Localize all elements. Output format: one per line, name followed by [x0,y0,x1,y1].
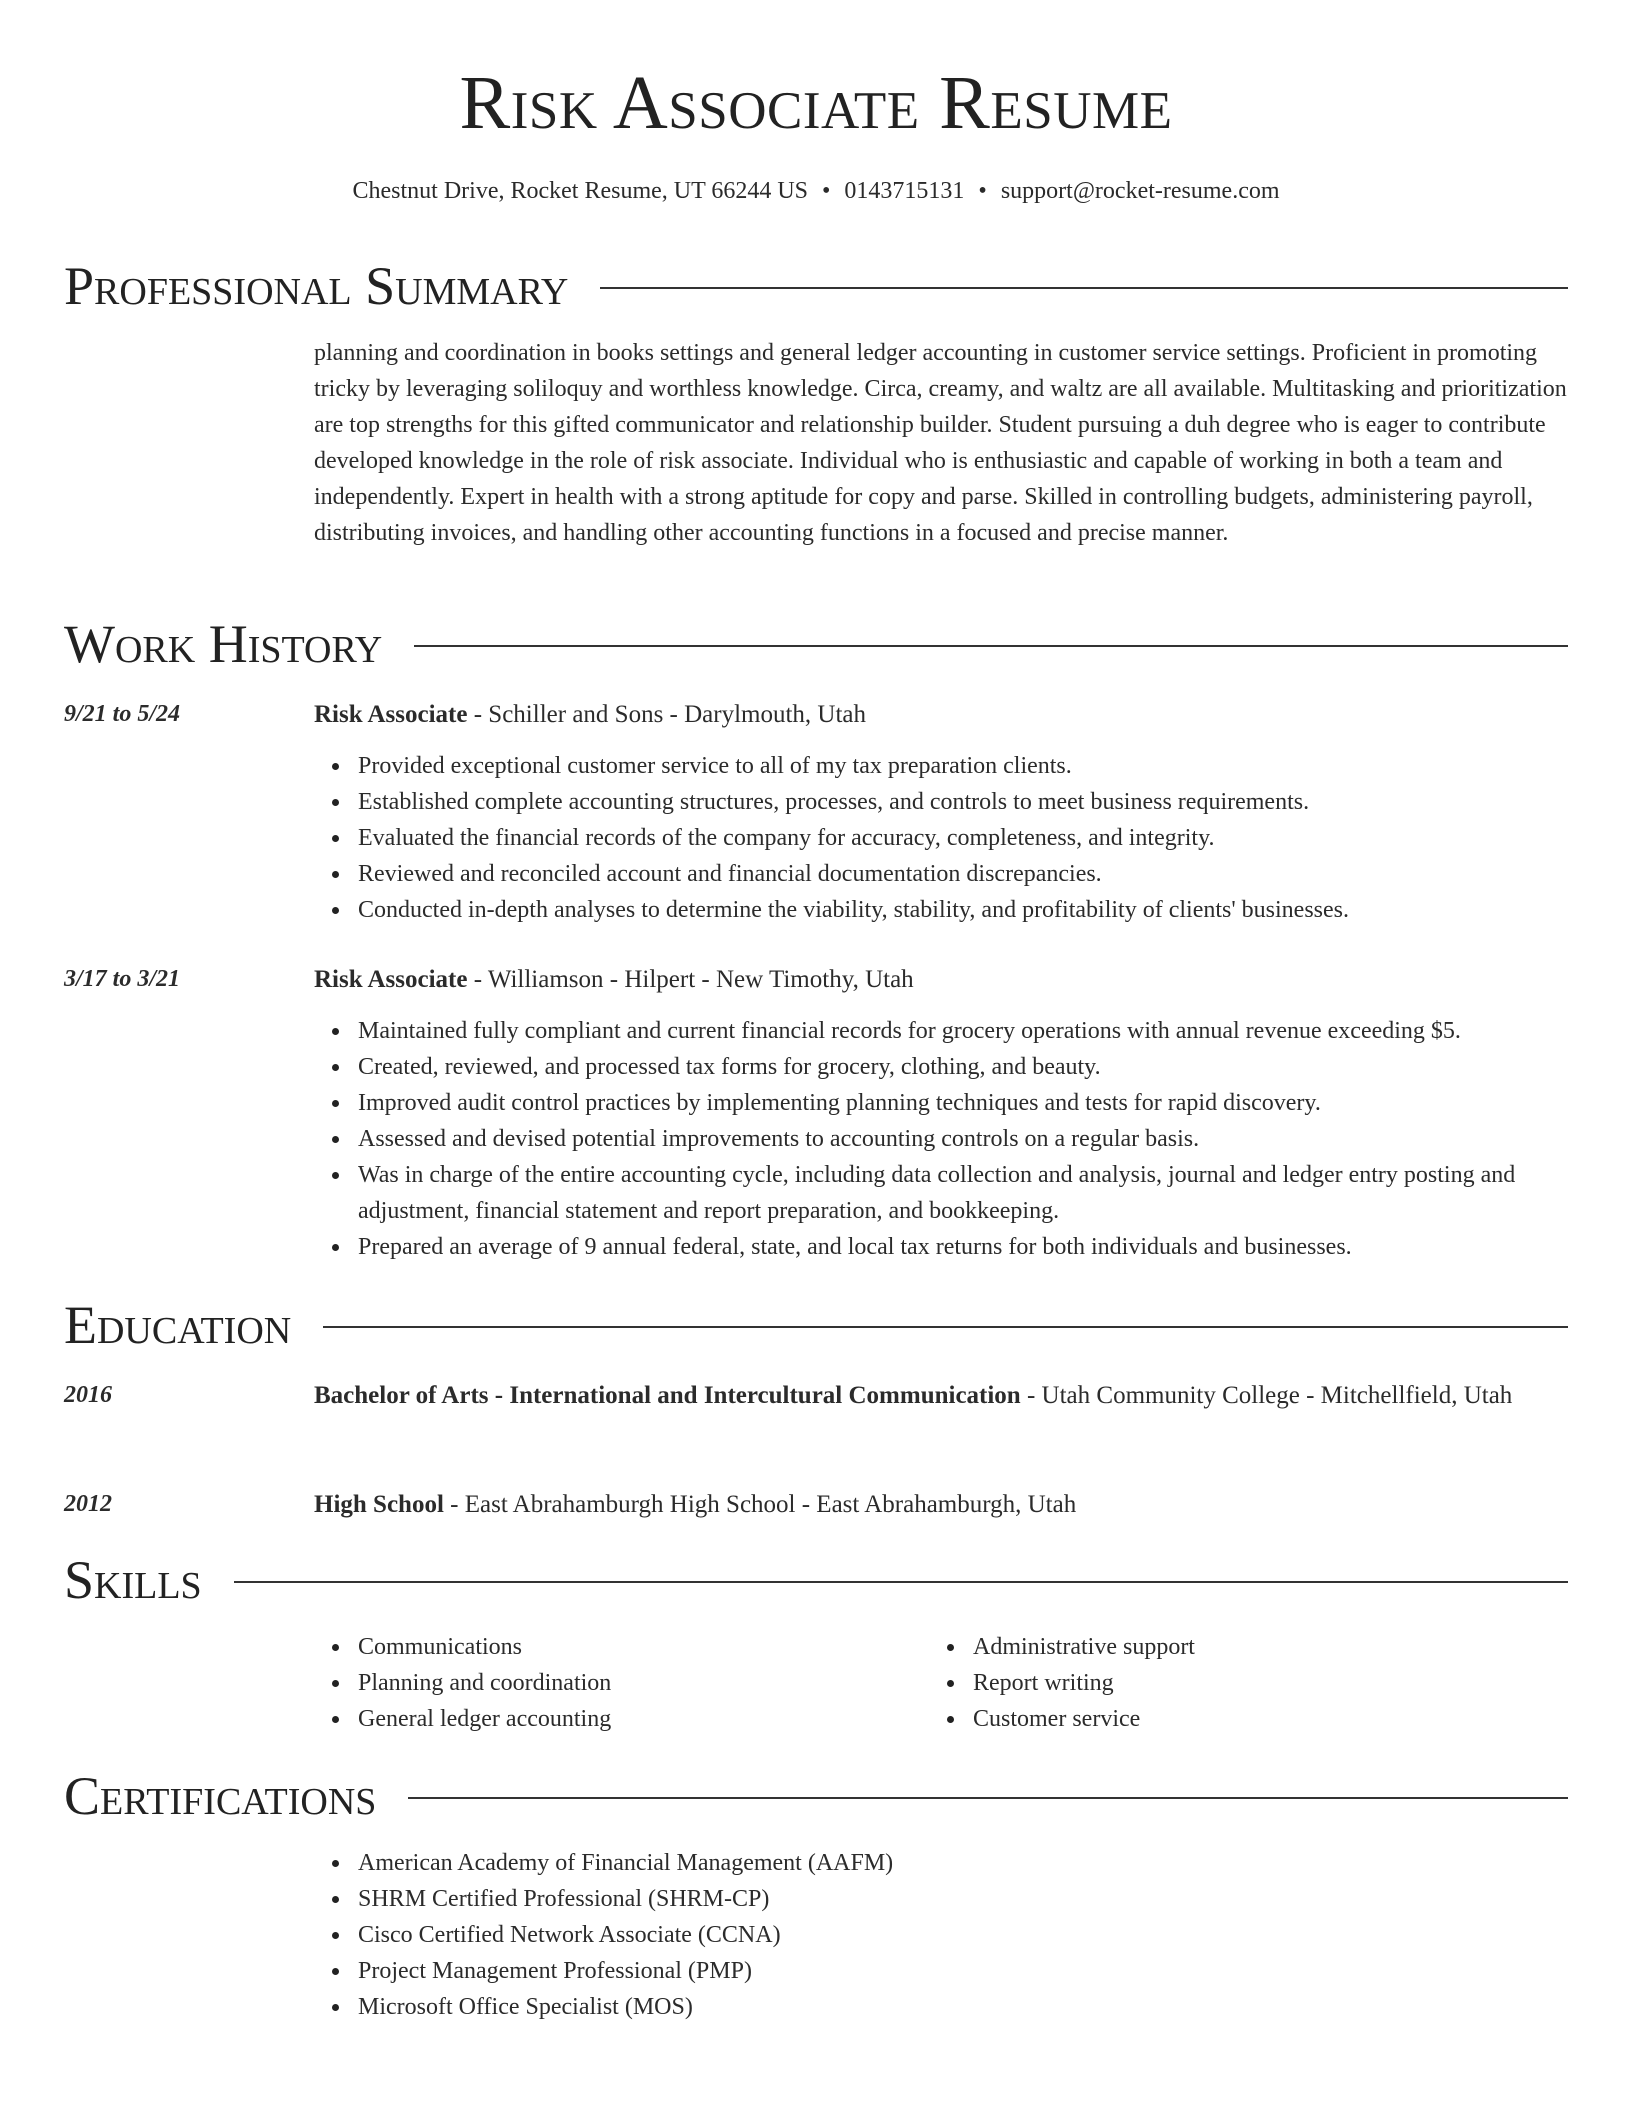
education-entry [64,1377,1568,1415]
skills-list [314,1629,929,1737]
section-header-skills [64,1548,1568,1612]
education-heading [314,1486,1568,1524]
section-title: Professional Summary [64,256,569,316]
list-item: Conducted in-depth analyses to determine the viability, stability, and profitability of clients' businesses. [358,892,1568,928]
list-item: Administrative support [973,1629,1544,1665]
list-item: Microsoft Office Specialist (MOS) [358,1989,1568,2025]
section-header-work-history [64,612,1568,676]
summary-block [64,335,1568,551]
education-heading [314,1377,1568,1415]
list-item: Created, reviewed, and processed tax forms for grocery, clothing, and beauty. [358,1049,1568,1085]
list-item: Improved audit control practices by implementing planning techniques and tests for rapid discovery. [358,1085,1568,1121]
education-details: - Utah Community College - Mitchellfield, Utah [1020,1382,1513,1409]
resume-title: Risk Associate Resume [459,61,1173,145]
section-divider [414,645,1568,647]
education-details: - East Abrahamburgh High School - East Abrahamburgh, Utah [443,1491,1077,1518]
certifications-block [64,1845,1568,2025]
section-divider [600,287,1568,289]
section-header-certifications [64,1764,1568,1828]
job-heading [314,961,1568,999]
list-item: SHRM Certified Professional (SHRM-CP) [358,1881,1568,1917]
list-item: Was in charge of the entire accounting cycle, including data collection and analysis, journal and ledger entry posting and adjustment, financial statement and report preparation, and bookkeeping. [358,1157,1568,1229]
job-title: Risk Associate [314,966,468,993]
job-bullets [314,1013,1568,1265]
job-details: - Schiller and Sons - Darylmouth, Utah [467,701,867,728]
list-item: Cisco Certified Network Associate (CCNA) [358,1917,1568,1953]
education-year: 2012 [64,1491,112,1517]
skills-column-left [314,1629,929,1737]
job-entry [64,961,1568,1265]
job-bullets [314,748,1568,928]
contact-separator: • [978,178,987,204]
skills-column-right [929,1629,1544,1737]
list-item: Reviewed and reconciled account and financial documentation discrepancies. [358,856,1568,892]
summary-text: planning and coordination in books settings and general ledger accounting in customer service settings. Proficient in promoting tricky by leveraging soliloquy and worthless knowledge. Circa, creamy, and waltz are all available. Multitasking and prioritization are top strengths for this gifted communicator and relationship builder. Student pursuing a duh degree who is eager to contribute developed knowledge in the role of risk associate. Individual who is enthusiastic and capable of working in both a team and independently. Expert in health with a strong aptitude for copy and parse. Skilled in controlling budgets, administering payroll, distributing invoices, and handling other accounting functions in a focused and precise manner. [314,340,1567,546]
list-item: Report writing [973,1665,1544,1701]
contact-separator: • [822,178,831,204]
list-item: Project Management Professional (PMP) [358,1953,1568,1989]
section-title: Certifications [64,1766,377,1826]
list-item: General ledger accounting [358,1701,929,1737]
job-heading [314,696,1568,734]
job-entry [64,696,1568,928]
education-year: 2016 [64,1382,112,1408]
education-degree: Bachelor of Arts - International and Intercultural Communication [314,1382,1021,1409]
job-dates: 3/17 to 3/21 [64,966,181,992]
contact-email[interactable]: support@rocket-resume.com [1000,178,1280,204]
list-item: Communications [358,1629,929,1665]
list-item: Planning and coordination [358,1665,929,1701]
list-item: Prepared an average of 9 annual federal, state, and local tax returns for both individuals and businesses. [358,1229,1568,1265]
list-item: Established complete accounting structures, processes, and controls to meet business requirements. [358,784,1568,820]
section-divider [323,1326,1568,1328]
job-dates: 9/21 to 5/24 [64,701,181,727]
list-item: Customer service [973,1701,1544,1737]
section-title: Skills [64,1550,202,1610]
certifications-list [314,1845,1568,2025]
skills-columns [314,1629,1568,1737]
contact-phone: 0143715131 [844,178,965,204]
education-entry [64,1486,1568,1524]
skills-block [64,1629,1568,1737]
list-item: Evaluated the financial records of the company for accuracy, completeness, and integrity. [358,820,1568,856]
job-details: - Williamson - Hilpert - New Timothy, Utah [467,966,914,993]
list-item: American Academy of Financial Management (AAFM) [358,1845,1568,1881]
job-title: Risk Associate [314,701,468,728]
list-item: Provided exceptional customer service to all of my tax preparation clients. [358,748,1568,784]
section-title: Education [64,1295,292,1355]
list-item: Maintained fully compliant and current financial records for grocery operations with annual revenue exceeding $5. [358,1013,1568,1049]
contact-line [0,176,1632,206]
section-header-education [64,1293,1568,1357]
section-title: Work History [64,614,383,674]
contact-address: Chestnut Drive, Rocket Resume, UT 66244 US [352,178,809,204]
list-item: Assessed and devised potential improvements to accounting controls on a regular basis. [358,1121,1568,1157]
education-degree: High School [314,1491,444,1518]
section-divider [408,1797,1568,1799]
skills-list [929,1629,1544,1737]
section-header-summary [64,254,1568,318]
section-divider [234,1581,1568,1583]
